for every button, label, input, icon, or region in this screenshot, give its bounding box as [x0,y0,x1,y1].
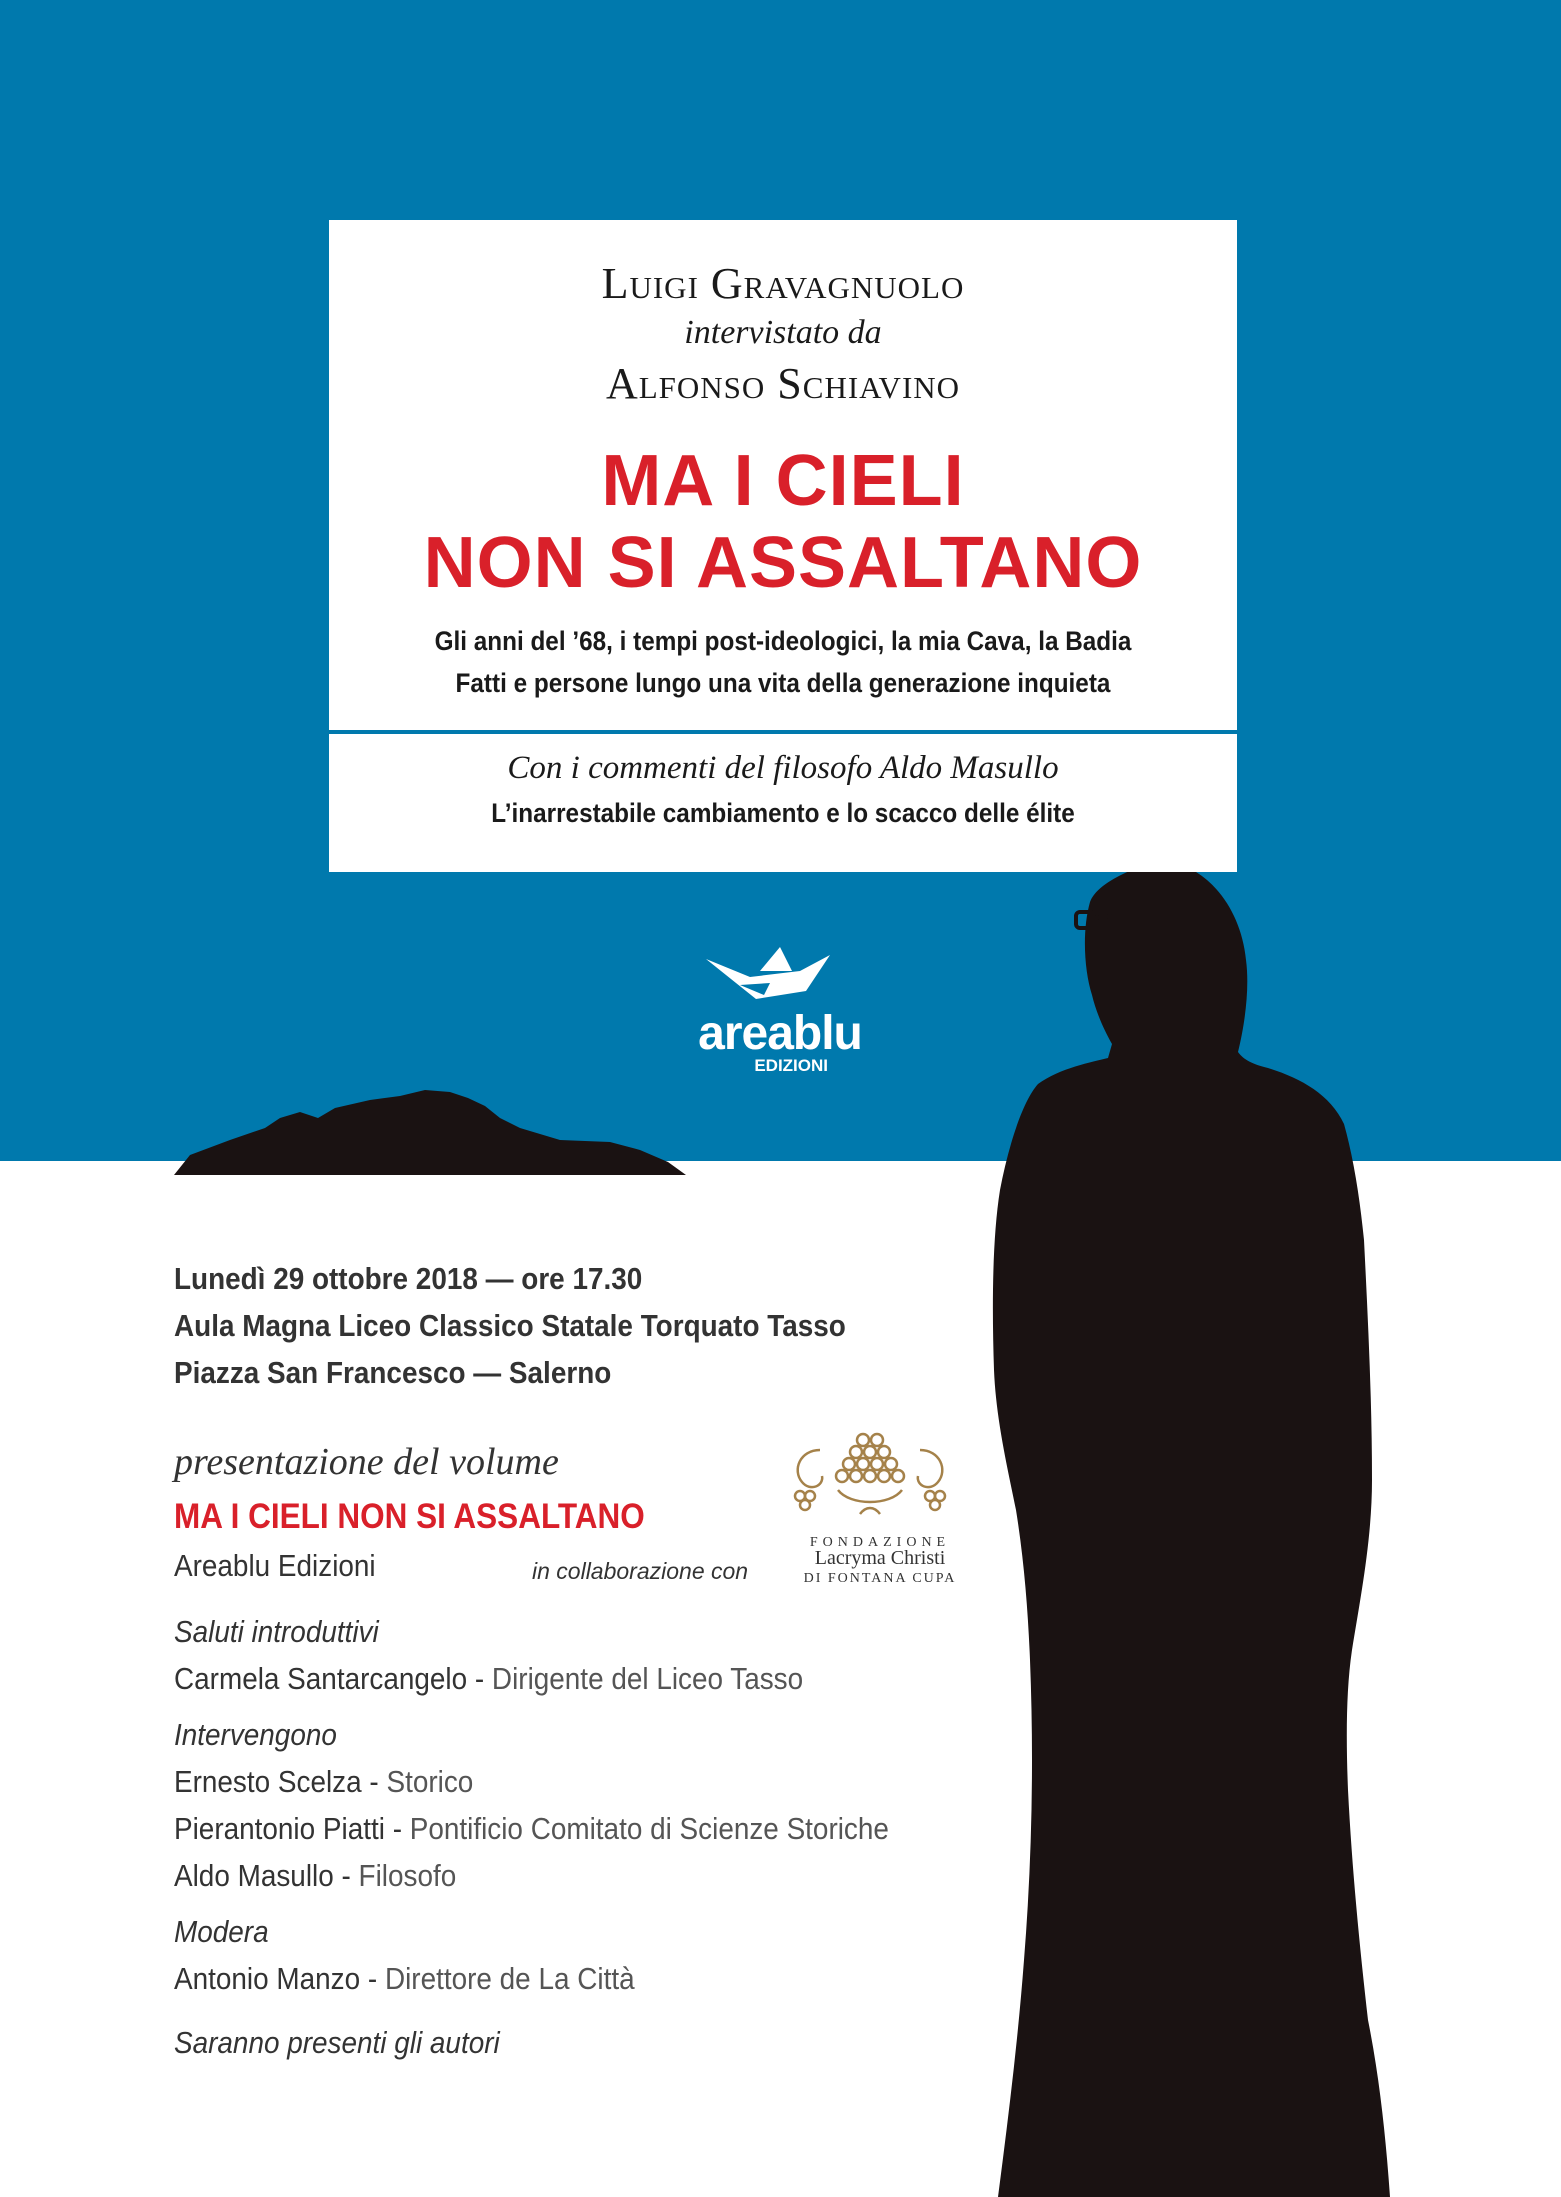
speaker-row: Pierantonio Piatti - Pontificio Comitato di Scienze Storiche [174,1811,889,1846]
book-subtitle [374,620,1191,704]
foundation-logo-line-2: Lacryma Christi [814,1547,946,1569]
card-divider [329,730,1237,734]
speaker-row: Ernesto Scelza - Storico [174,1764,474,1799]
speaker-role: Direttore de La Città [384,1961,635,1996]
interviewer-name: Alfonso Schiavino [605,359,961,408]
title-card [329,220,1237,872]
speaker-row: Aldo Masullo - Filosofo [174,1858,457,1893]
book-title-line-2: NON SI ASSALTANO [423,523,1143,603]
event-datetime: Lunedì 29 ottobre 2018 — ore 17.30 [174,1261,643,1296]
speaker-role: Filosofo [358,1858,457,1893]
person-silhouette-icon [993,860,1390,2197]
presentation-title: MA I CIELI NON SI ASSALTANO [174,1497,645,1536]
speaker-role: Storico [386,1764,474,1799]
comments-subtitle: L’inarrestabile cambiamento e lo scacco delle élite [491,798,1075,828]
speaker-name: Carmela Santarcangelo [174,1661,468,1696]
foundation-logo-line-3: DI FONTANA CUPA [803,1571,957,1586]
speaker-name: Aldo Masullo [174,1858,334,1893]
book-title [329,440,1237,604]
event-address: Piazza San Francesco — Salerno [174,1355,612,1390]
comments-line: Con i commenti del filosofo Aldo Masullo [507,750,1059,786]
book-subtitle-line-1: Gli anni del ’68, i tempi post-ideologici, la mia Cava, la Badia [434,626,1132,656]
moderator-label: Modera [174,1914,269,1949]
book-subtitle-line-2: Fatti e persone lungo una vita della generazione inquieta [455,668,1111,698]
greetings-label: Saluti introduttivi [174,1614,379,1649]
speaker-role: Dirigente del Liceo Tasso [491,1661,804,1696]
boat-icon [706,947,830,999]
presentation-publisher: Areablu Edizioni [174,1548,376,1583]
presentation-label: presentazione del volume [174,1441,559,1483]
publisher-logo-sub: EDIZIONI [754,1056,828,1075]
greetings-speaker: Carmela Santarcangelo - Dirigente del Liceo Tasso [174,1661,804,1696]
publisher-logo-name: areablu [698,1007,862,1060]
speaker-name: Pierantonio Piatti [174,1811,385,1846]
speaker-name: Antonio Manzo [174,1961,361,1996]
interviewed-by-label: intervistato da [684,314,882,351]
foundation-logo-line-1: FONDAZIONE [809,1535,951,1550]
speaker-role: Pontificio Comitato di Scienze Storiche [409,1811,889,1846]
event-venue: Aula Magna Liceo Classico Statale Torquato Tasso [174,1308,846,1343]
author-name: Luigi Gravagnuolo [601,259,965,308]
speaker-name: Ernesto Scelza [174,1764,362,1799]
glasses-temple [1094,916,1112,918]
book-title-line-1: MA I CIELI [601,441,965,521]
grape-crest-icon [795,1434,945,1514]
publisher-logo [680,945,880,1075]
moderator-row: Antonio Manzo - Direttore de La Città [174,1961,635,1996]
island-silhouette [174,1090,686,1175]
event-details [174,1255,920,1396]
foundation-logo [780,1430,970,1590]
speakers-label: Intervengono [174,1717,337,1752]
closing-note: Saranno presenti gli autori [174,2025,500,2060]
collaboration-label: in collaborazione con [532,1558,749,1584]
